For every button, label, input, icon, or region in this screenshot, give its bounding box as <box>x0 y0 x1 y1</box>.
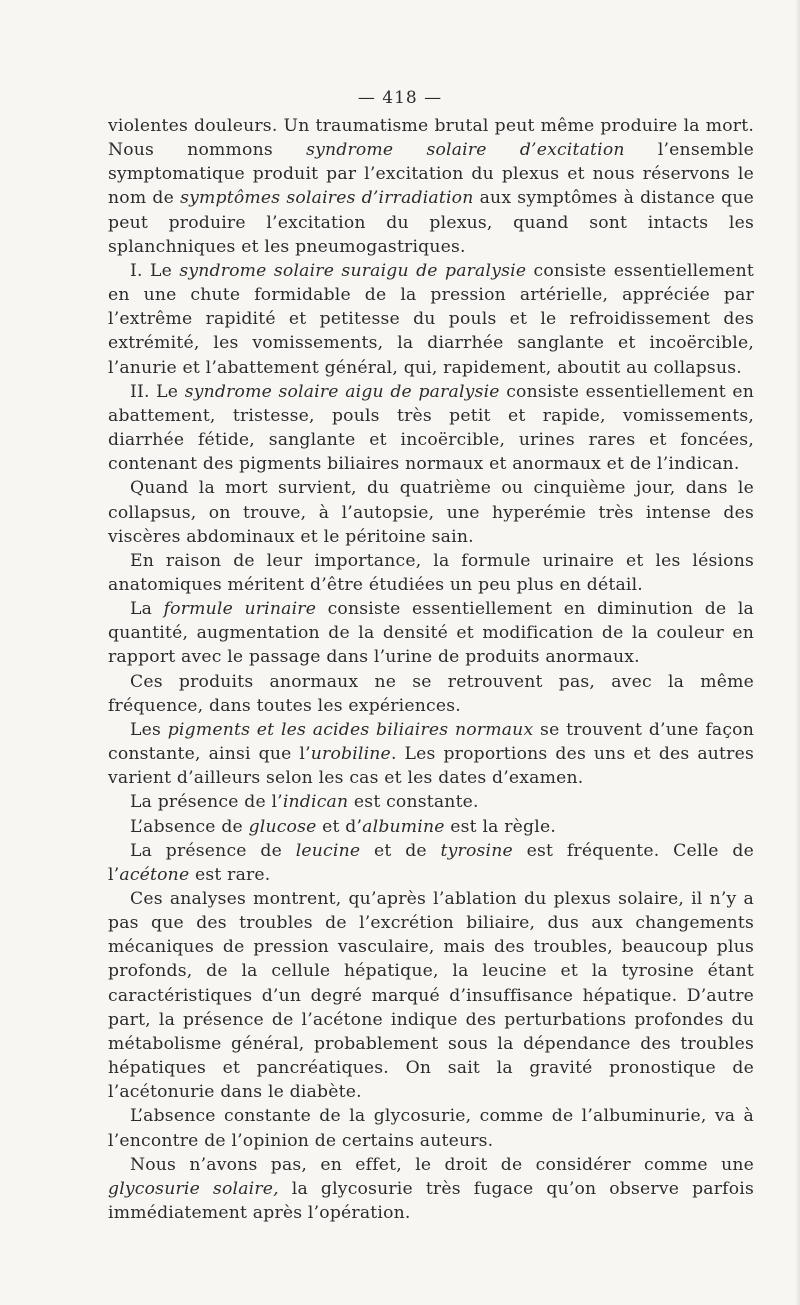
text-run: se trouvent d’une façon constante, ainsi que l’ <box>108 719 754 765</box>
italic-run: syndrome solaire suraigu de paralysie <box>179 260 527 281</box>
text-run: violentes douleurs. Un traumatisme brutal peut même produire la mort. Nous nommons <box>108 116 754 161</box>
italic-run: urobiline <box>310 744 391 765</box>
text-run: L’absence constante de la glycosurie, comme de l’albuminurie, va à l’encontre de l’opinion de certains auteurs. <box>108 1106 754 1151</box>
italic-run: pigments et les acides biliaires normaux <box>167 719 534 740</box>
text-run: Nous n’avons pas, en effet, le droit de considérer comme une <box>130 1154 754 1175</box>
italic-run: formule urinaire <box>163 599 317 620</box>
body-text <box>108 114 754 1225</box>
text-run: La présence de <box>130 840 296 861</box>
italic-run: symptômes solaires d’irradiation <box>180 188 474 209</box>
text-run: et d’ <box>316 816 363 837</box>
italic-run: leucine <box>295 840 361 861</box>
page-number: — 418 — <box>357 88 443 108</box>
text-run: est constante. <box>348 792 479 813</box>
paragraph <box>108 1104 754 1152</box>
italic-run: acétone <box>119 864 190 885</box>
text-run: consiste essentiellement en abattement, tristesse, pouls très petit et rapide, vomissements, diarrhée fétide, sanglante et incoërcible, urines rares et foncées, contenant des pigments biliaires normaux et anormaux et de l’indican. <box>108 381 755 475</box>
text-run: La <box>130 599 164 620</box>
paragraph <box>108 1153 754 1225</box>
paragraph <box>108 476 754 548</box>
text-run: I. Le <box>130 260 180 281</box>
paragraph <box>108 259 754 380</box>
italic-run: albumine <box>362 816 445 837</box>
paragraph <box>108 549 754 597</box>
paragraph <box>108 597 754 669</box>
text-run: . Les proportions des uns et des autres varient d’ailleurs selon les cas et les dates d’examen. <box>108 744 754 789</box>
text-run: En raison de leur importance, la formule urinaire et les lésions anatomiques méritent d’être étudiées un peu plus en détail. <box>108 550 754 595</box>
text-run: consiste essentiellement en diminution de la quantité, augmentation de la densité et modification de la couleur en rapport avec le passage dans l’urine de produits anormaux. <box>108 599 754 668</box>
italic-run: tyrosine <box>440 840 513 861</box>
italic-run: glycosurie solaire, <box>108 1178 279 1199</box>
text-run: est la règle. <box>444 816 556 837</box>
paragraph <box>108 114 754 259</box>
text-run: l’ensemble symptomatique produit par l’excitation du plexus et nous réservons le nom de <box>108 140 754 209</box>
text-run: et de <box>360 840 441 861</box>
italic-run: syndrome solaire aigu de paralysie <box>184 381 500 402</box>
paragraph <box>108 718 754 790</box>
paragraph <box>108 839 754 887</box>
paragraph <box>108 380 754 477</box>
text-run: la glycosurie très fugace qu’on observe parfois immédiatement après l’opération. <box>108 1178 754 1224</box>
text-run: II. Le <box>130 381 185 402</box>
text-run: Les <box>130 719 168 740</box>
text-run: Quand la mort survient, du quatrième ou cinquième jour, dans le collapsus, on trouve, à l’autopsie, une hyperémie très intense des viscères abdominaux et le péritoine sain. <box>108 478 754 547</box>
text-run: aux symptômes à distance que peut produire l’excitation du plexus, quand sont intacts les splanchniques et les pneumogastriques. <box>108 188 755 257</box>
italic-run: indican <box>282 792 349 813</box>
page-edge <box>795 0 800 1305</box>
text-run: La présence de l’ <box>130 792 283 813</box>
text-run: Ces produits anormaux ne se retrouvent pas, avec la même fréquence, dans toutes les expériences. <box>108 671 754 716</box>
text-run: Ces analyses montrent, qu’après l’ablation du plexus solaire, il n’y a pas que des troubles de l’excrétion biliaire, dus aux changements mécaniques de pression vasculaire, mais des troubles, beaucoup plus profonds, de la cellule hépatique, la leucine et la tyrosine étant caractéristiques d’un degré marqué d’insuffisance hépatique. D’autre part, la présence de l’acétone indique des perturbations profondes du métabolisme général, probablement sous la dépendance des troubles hépatiques et pancréatiques. On sait la gravité pronostique de l’acétonurie dans le diabète. <box>108 889 754 1103</box>
italic-run: glucose <box>248 816 317 837</box>
paragraph <box>108 815 754 839</box>
text-run: consiste essentiellement en une chute formidable de la pression artérielle, appréciée par l’extrême rapidité et petitesse du pouls et le refroidissement des extrémité, les vomissements, la diarrhée sanglante et incoërcible, l’anurie et l’abattement général, qui, rapidement, aboutit au collapsus. <box>108 260 754 378</box>
italic-run: syndrome solaire d’excitation <box>306 140 625 161</box>
paragraph <box>108 670 754 718</box>
text-run: L’absence de <box>130 816 249 837</box>
text-run: est rare. <box>189 864 271 885</box>
paragraph <box>108 790 754 814</box>
paragraph <box>108 887 754 1104</box>
text-run: est fréquente. Celle de l’ <box>108 840 754 885</box>
